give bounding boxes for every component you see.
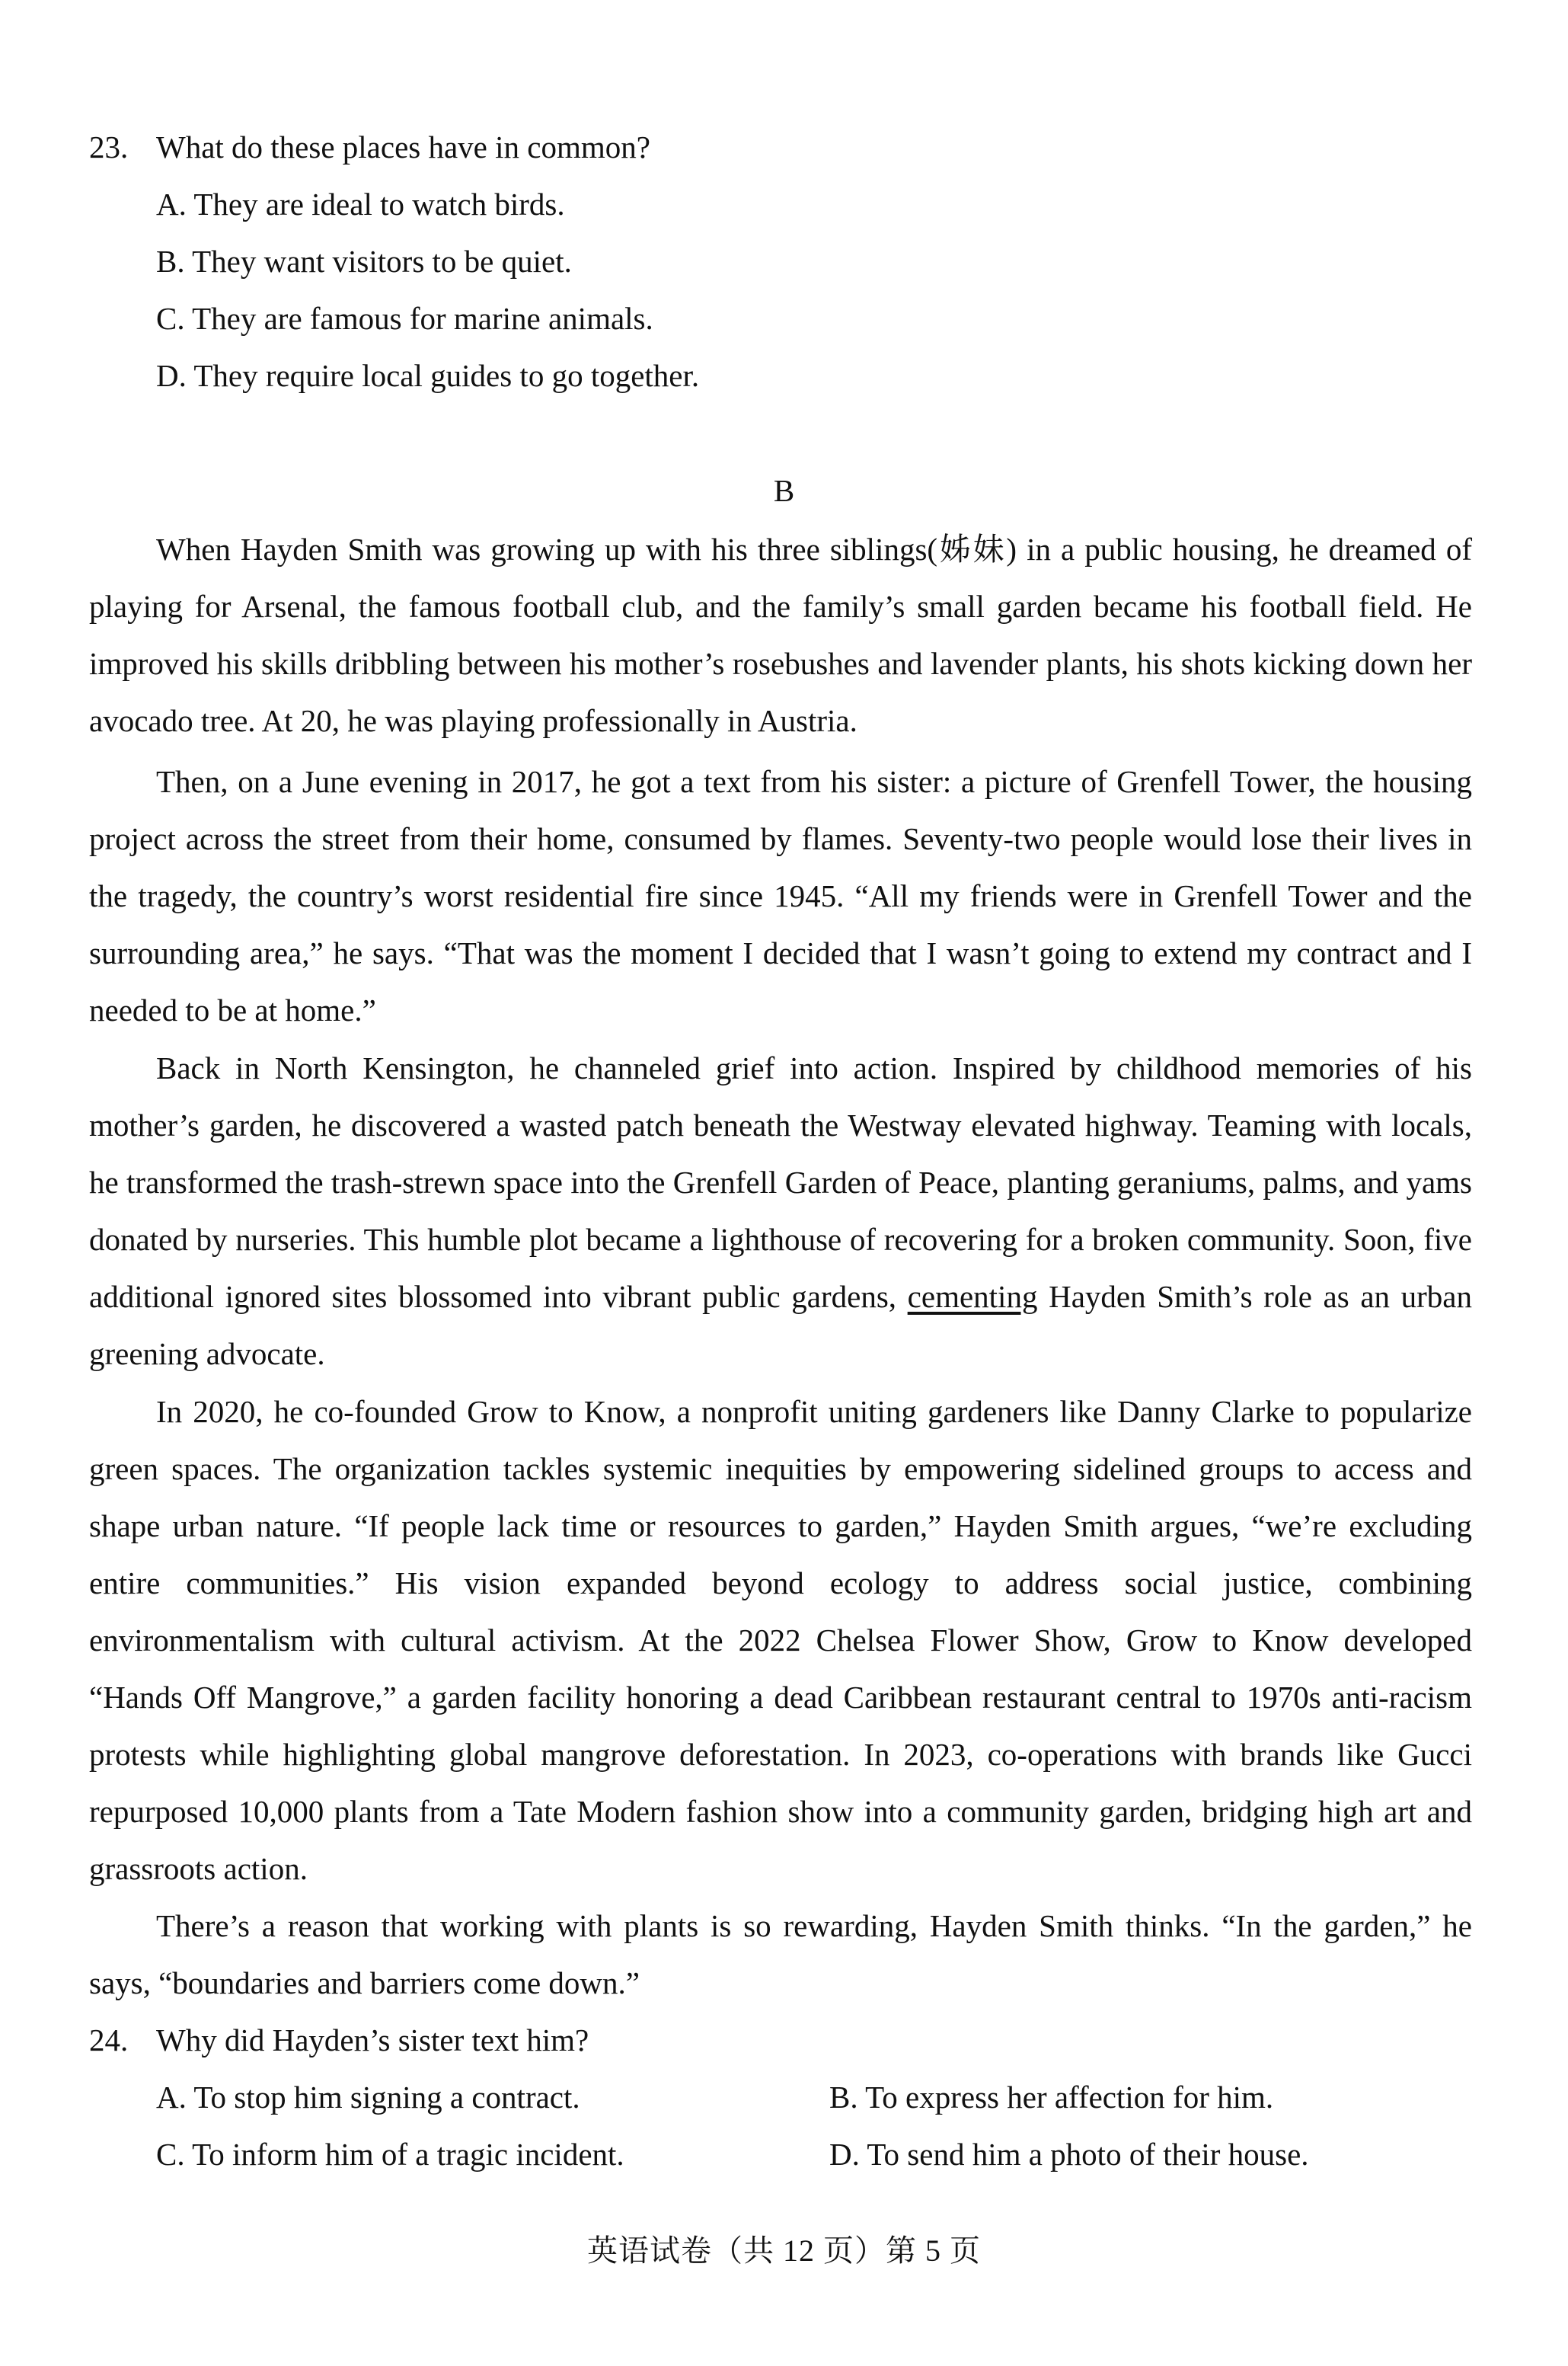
passage-heading: B: [773, 473, 795, 508]
question-24-option-b: B. To express her affection for him.: [829, 2080, 1274, 2115]
question-24-option-a: A. To stop him signing a contract.: [156, 2080, 580, 2115]
passage-paragraph-4: In 2020, he co-founded Grow to Know, a nonprofit uniting gardeners like Danny Clarke to popularize green spaces. The organization tackles systemic inequities by empowering sidelined groups to access and shape urban nature. “If people lack time or resources to garden,” Hayden Smith argues, “we’re excluding entire communities.” His vision expanded beyond ecology to address social justice, combining environmentalism with cultural activism. At the 2022 Chelsea Flower Show, Grow to Know developed “Hands Off Mangrove,” a garden facility honoring a dead Caribbean restaurant central to 1970s anti-racism protests while highlighting global mangrove deforestation. In 2023, co-operations with brands like Gucci repurposed 10,000 plants from a Tate Modern fashion show into a community garden, bridging high art and grassroots action.: [89, 1394, 1472, 1886]
question-23-option-c: C. They are famous for marine animals.: [156, 301, 653, 336]
question-23-number: 23.: [89, 129, 129, 165]
passage-paragraph-2: Then, on a June evening in 2017, he got a text from his sister: a picture of Grenfell Tower, the housing project across the street from their home, consumed by flames. Seventy-two people would lose their lives in the tragedy, the country’s worst residential fire since 1945. “All my friends were in Grenfell Tower and the surrounding area,” he says. “That was the moment I decided that I wasn’t going to extend my contract and I needed to be at home.”: [89, 764, 1472, 1028]
question-23-stem: What do these places have in common?: [156, 129, 650, 165]
question-24-option-c: C. To inform him of a tragic incident.: [156, 2137, 624, 2172]
question-23-option-a: A. They are ideal to watch birds.: [156, 187, 565, 222]
question-24-stem: Why did Hayden’s sister text him?: [156, 2022, 589, 2057]
passage-paragraph-1: When Hayden Smith was growing up with his three siblings(姊妹) in a public housing, he dreamed of playing for Arsenal, the famous football club, and the family’s small garden became his football field. He improved his skills dribbling between his mother’s rosebushes and lavender plants, his shots kicking down her avocado tree. At 20, he was playing professionally in Austria.: [89, 532, 1472, 738]
paragraph-3-text-before: Back in North Kensington, he channeled grief into action. Inspired by childhood memories of his mother’s garden, he discovered a wasted patch beneath the Westway elevated highway. Teaming with locals, he transformed the trash-strewn space into the Grenfell Garden of Peace, planting geraniums, palms, and yams donated by nurseries. This humble plot became a lighthouse of recovering for a broken community. Soon, five additional ignored sites blossomed into vibrant public gardens,: [89, 1050, 1472, 1314]
underlined-word-cementing: cementing: [907, 1279, 1038, 1314]
passage-paragraph-3: [89, 1040, 1472, 1383]
question-23-option-b: B. They want visitors to be quiet.: [156, 244, 572, 279]
question-24-option-d: D. To send him a photo of their house.: [829, 2137, 1309, 2172]
question-24-number: 24.: [89, 2022, 129, 2057]
page-footer: 英语试卷（共 12 页）第 5 页: [587, 2233, 981, 2268]
paragraph-3-text-after: Hayden Smith’s role as an urban greening advocate.: [89, 1279, 1472, 1371]
passage-paragraph-5: There’s a reason that working with plants is so rewarding, Hayden Smith thinks. “In the garden,” he says, “boundaries and barriers come down.”: [89, 1908, 1472, 2000]
question-23-option-d: D. They require local guides to go together.: [156, 358, 700, 393]
